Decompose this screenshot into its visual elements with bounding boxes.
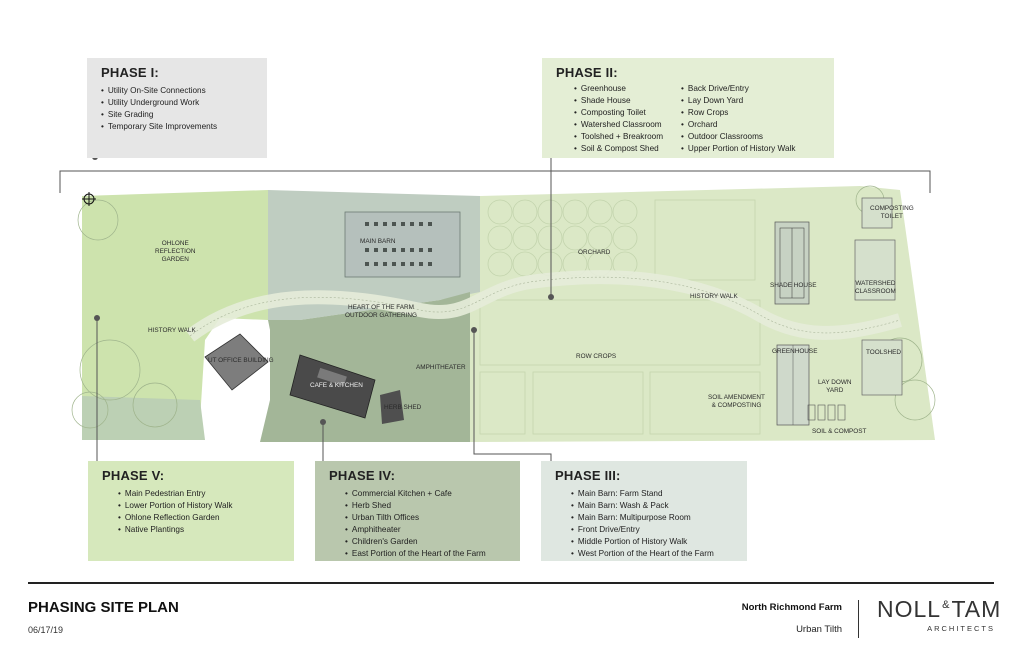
- phase3-list: [571, 488, 733, 560]
- phase5-list: [118, 488, 280, 536]
- phase4-panel: [315, 461, 520, 561]
- phase2-list-col1: [574, 83, 663, 155]
- label-row-crops: ROW CROPS: [576, 353, 617, 360]
- list-item: • Lower Portion of History Walk: [118, 500, 280, 512]
- list-item: • Toolshed + Breakroom: [574, 131, 663, 143]
- list-item: • Front Drive/Entry: [571, 524, 733, 536]
- label-ut-office: UT OFFICE BUILDING: [208, 357, 274, 364]
- title-block-divider: [858, 600, 859, 638]
- list-item: • Utility Underground Work: [101, 97, 253, 109]
- label-soil-amendment: SOIL AMENDMENT & COMPOSTING: [708, 394, 765, 409]
- list-item: • Greenhouse: [574, 83, 663, 95]
- label-orchard: ORCHARD: [578, 249, 611, 256]
- list-item: • Amphitheater: [345, 524, 506, 536]
- label-soil-compost: SOIL & COMPOST: [812, 428, 867, 435]
- logo-left: NOLL: [877, 596, 942, 622]
- list-item: • Ohlone Reflection Garden: [118, 512, 280, 524]
- label-shade-house: SHADE HOUSE: [770, 282, 817, 289]
- phase1-title: PHASE I:: [101, 65, 159, 80]
- phase5-title: PHASE V:: [102, 468, 165, 483]
- label-amphitheater: AMPHITHEATER: [416, 364, 466, 371]
- phase5-lower-strip: [82, 396, 205, 440]
- list-item: • Main Barn: Farm Stand: [571, 488, 733, 500]
- phase4-list: [345, 488, 506, 560]
- list-item: • Outdoor Classrooms: [681, 131, 795, 143]
- list-item: • Site Grading: [101, 109, 253, 121]
- list-item: • Composting Toilet: [574, 107, 663, 119]
- list-item: • Soil & Compost Shed: [574, 143, 663, 155]
- logo-ampersand: &: [942, 599, 951, 612]
- label-history-walk-east: HISTORY WALK: [690, 293, 738, 300]
- phase2-marker-dot: [548, 294, 554, 300]
- label-toolshed: TOOLSHED: [866, 349, 902, 356]
- firm-logo-subtitle: ARCHITECTS: [927, 624, 995, 633]
- project-name: North Richmond Farm: [741, 602, 842, 613]
- label-greenhouse: GREENHOUSE: [772, 348, 818, 355]
- label-watershed-classroom: WATERSHED CLASSROOM: [855, 280, 896, 295]
- list-item: • West Portion of the Heart of the Farm: [571, 548, 733, 560]
- phase3-panel: [541, 461, 747, 561]
- label-cafe-kitchen: CAFE & KITCHEN: [310, 382, 363, 389]
- greenhouse: [777, 345, 809, 425]
- list-item: • Main Pedestrian Entry: [118, 488, 280, 500]
- firm-logo: [877, 596, 1001, 623]
- list-item: • Back Drive/Entry: [681, 83, 795, 95]
- phase4-title: PHASE IV:: [329, 468, 396, 483]
- phase1-list: [101, 85, 253, 133]
- label-ohlone-garden: OHLONE REFLECTION GARDEN: [155, 240, 196, 263]
- list-item: • East Portion of the Heart of the Farm: [345, 548, 506, 560]
- phase1-panel: [87, 58, 267, 158]
- list-item: • Row Crops: [681, 107, 795, 119]
- list-item: • Commercial Kitchen + Cafe: [345, 488, 506, 500]
- phase5-panel: [88, 461, 294, 561]
- logo-right: TAM: [951, 596, 1002, 622]
- phase2-list-col2: [681, 83, 795, 155]
- sheet-title: PHASING SITE PLAN: [28, 599, 179, 616]
- list-item: • Lay Down Yard: [681, 95, 795, 107]
- list-item: • Temporary Site Improvements: [101, 121, 253, 133]
- label-heart-of-farm: HEART OF THE FARM OUTDOOR GATHERING: [345, 304, 417, 319]
- list-item: • Shade House: [574, 95, 663, 107]
- list-item: • Main Barn: Wash & Pack: [571, 500, 733, 512]
- list-item: • Main Barn: Multipurpose Room: [571, 512, 733, 524]
- label-history-walk-west: HISTORY WALK: [148, 327, 196, 334]
- list-item: • Urban Tilth Offices: [345, 512, 506, 524]
- title-block-rule: [28, 582, 994, 584]
- list-item: • Children's Garden: [345, 536, 506, 548]
- label-main-barn: MAIN BARN: [360, 238, 396, 245]
- title-block: [0, 582, 1024, 663]
- phase2-panel: [542, 58, 834, 158]
- phase4-marker-dot: [320, 419, 326, 425]
- list-item: • Native Plantings: [118, 524, 280, 536]
- phase3-marker-dot: [471, 327, 477, 333]
- list-item: • Orchard: [681, 119, 795, 131]
- phase3-title: PHASE III:: [555, 468, 621, 483]
- list-item: • Utility On-Site Connections: [101, 85, 253, 97]
- label-herb-shed: HERB SHED: [384, 404, 422, 411]
- list-item: • Watershed Classroom: [574, 119, 663, 131]
- label-composting-toilet: COMPOSTING TOILET: [870, 205, 914, 220]
- list-item: • Upper Portion of History Walk: [681, 143, 795, 155]
- client-name: Urban Tilth: [796, 624, 842, 635]
- phase5-marker-dot: [94, 315, 100, 321]
- list-item: • Middle Portion of History Walk: [571, 536, 733, 548]
- shade-house: [775, 222, 809, 304]
- list-item: • Herb Shed: [345, 500, 506, 512]
- label-lay-down-yard: LAY DOWN YARD: [818, 379, 852, 394]
- sheet-date: 06/17/19: [28, 625, 64, 635]
- phase2-title: PHASE II:: [556, 65, 618, 80]
